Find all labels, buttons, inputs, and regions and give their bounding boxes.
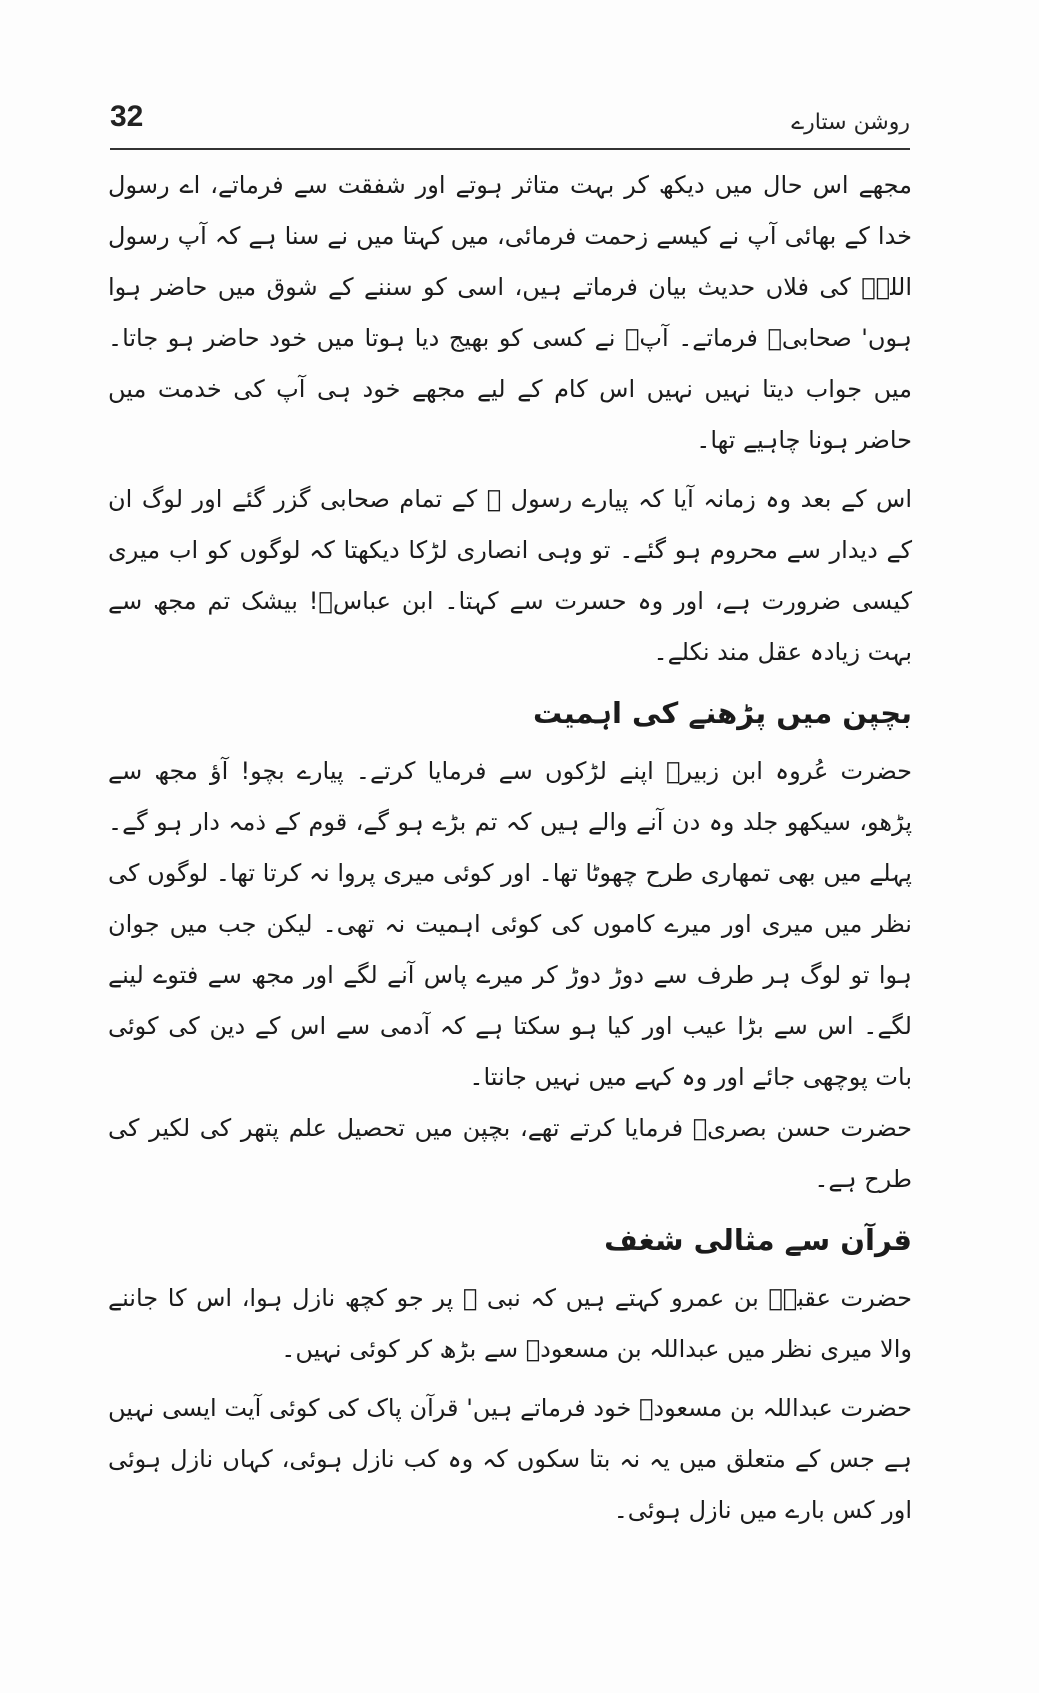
running-title: روشن ستارے <box>791 110 910 135</box>
page-number: 32 <box>110 100 144 133</box>
paragraph: حضرت عبداللہ بن مسعودؓ خود فرماتے ہیں' قرآن پاک کی کوئی آیت ایسی نہیں ہے جس کے متعلق میں یہ نہ بتا سکوں کہ وہ کب نازل ہوئی، کہاں نازل ہوئی اور کس بارے میں نازل ہوئی۔ <box>108 1394 912 1524</box>
section-heading: بچپن میں پڑھنے کی اہمیت <box>533 696 912 730</box>
paragraph: حضرت حسن بصریؒ فرمایا کرتے تھے، بچپن میں تحصیل علم پتھر کی لکیر کی طرح ہے۔ <box>108 1114 912 1193</box>
paragraph: حضرت عقبہؓ بن عمرو کہتے ہیں کہ نبی ﷺ پر جو کچھ نازل ہوا، اس کا جاننے والا میری نظر میں عبداللہ بن مسعودؓ سے بڑھ کر کوئی نہیں۔ <box>108 1284 912 1363</box>
page-header <box>110 100 910 148</box>
paragraph: اس کے بعد وہ زمانہ آیا کہ پیارے رسول ﷺ کے تمام صحابی گزر گئے اور لوگ ان کے دیدار سے محروم ہو گئے۔ تو وہی انصاری لڑکا دیکھتا کہ لوگوں کو اب میری کیسی ضرورت ہے، اور وہ حسرت سے کہتا۔ ابن عباسؓ! بیشک تم مجھ سے بہت زیادہ عقل مند نکلے۔ <box>108 485 912 666</box>
header-rule <box>110 148 910 150</box>
paragraph: مجھے اس حال میں دیکھ کر بہت متاثر ہوتے اور شفقت سے فرماتے، اے رسول خدا کے بھائی آپ نے کیسے زحمت فرمائی، میں کہتا میں نے سنا ہے کہ آپ رسول اللہؐ کی فلاں حدیث بیان فرماتے ہیں، اسی کو سننے کے شوق میں حاضر ہوا ہوں' صحابیؓ فرماتے۔ آپؓ نے کسی کو بھیج دیا ہوتا میں خود حاضر ہو جاتا۔ میں جواب دیتا نہیں نہیں اس کام کے لیے مجھے خود ہی آپ کی خدمت میں حاضر ہونا چاہیے تھا۔ <box>108 171 912 454</box>
paragraph: حضرت عُروہ ابن زبیرؓ اپنے لڑکوں سے فرمایا کرتے۔ پیارے بچو! آؤ مجھ سے پڑھو، سیکھو جلد وہ دن آنے والے ہیں کہ تم بڑے ہو گے، قوم کے ذمہ دار ہو گے۔ پہلے میں بھی تمھاری طرح چھوٹا تھا۔ اور کوئی میری پروا نہ کرتا تھا۔ لوگوں کی نظر میں میری اور میرے کاموں کی کوئی اہمیت نہ تھی۔ لیکن جب میں جوان ہوا تو لوگ ہر طرف سے دوڑ دوڑ کر میرے پاس آنے لگے اور مجھ سے فتوے لینے لگے۔ اس سے بڑا عیب اور کیا ہو سکتا ہے کہ آدمی سے اس کے دین کی کوئی بات پوچھی جائے اور وہ کہے میں نہیں جانتا۔ <box>108 757 912 1091</box>
section-heading: قرآن سے مثالی شغف <box>604 1223 912 1257</box>
page-body <box>108 160 912 1536</box>
